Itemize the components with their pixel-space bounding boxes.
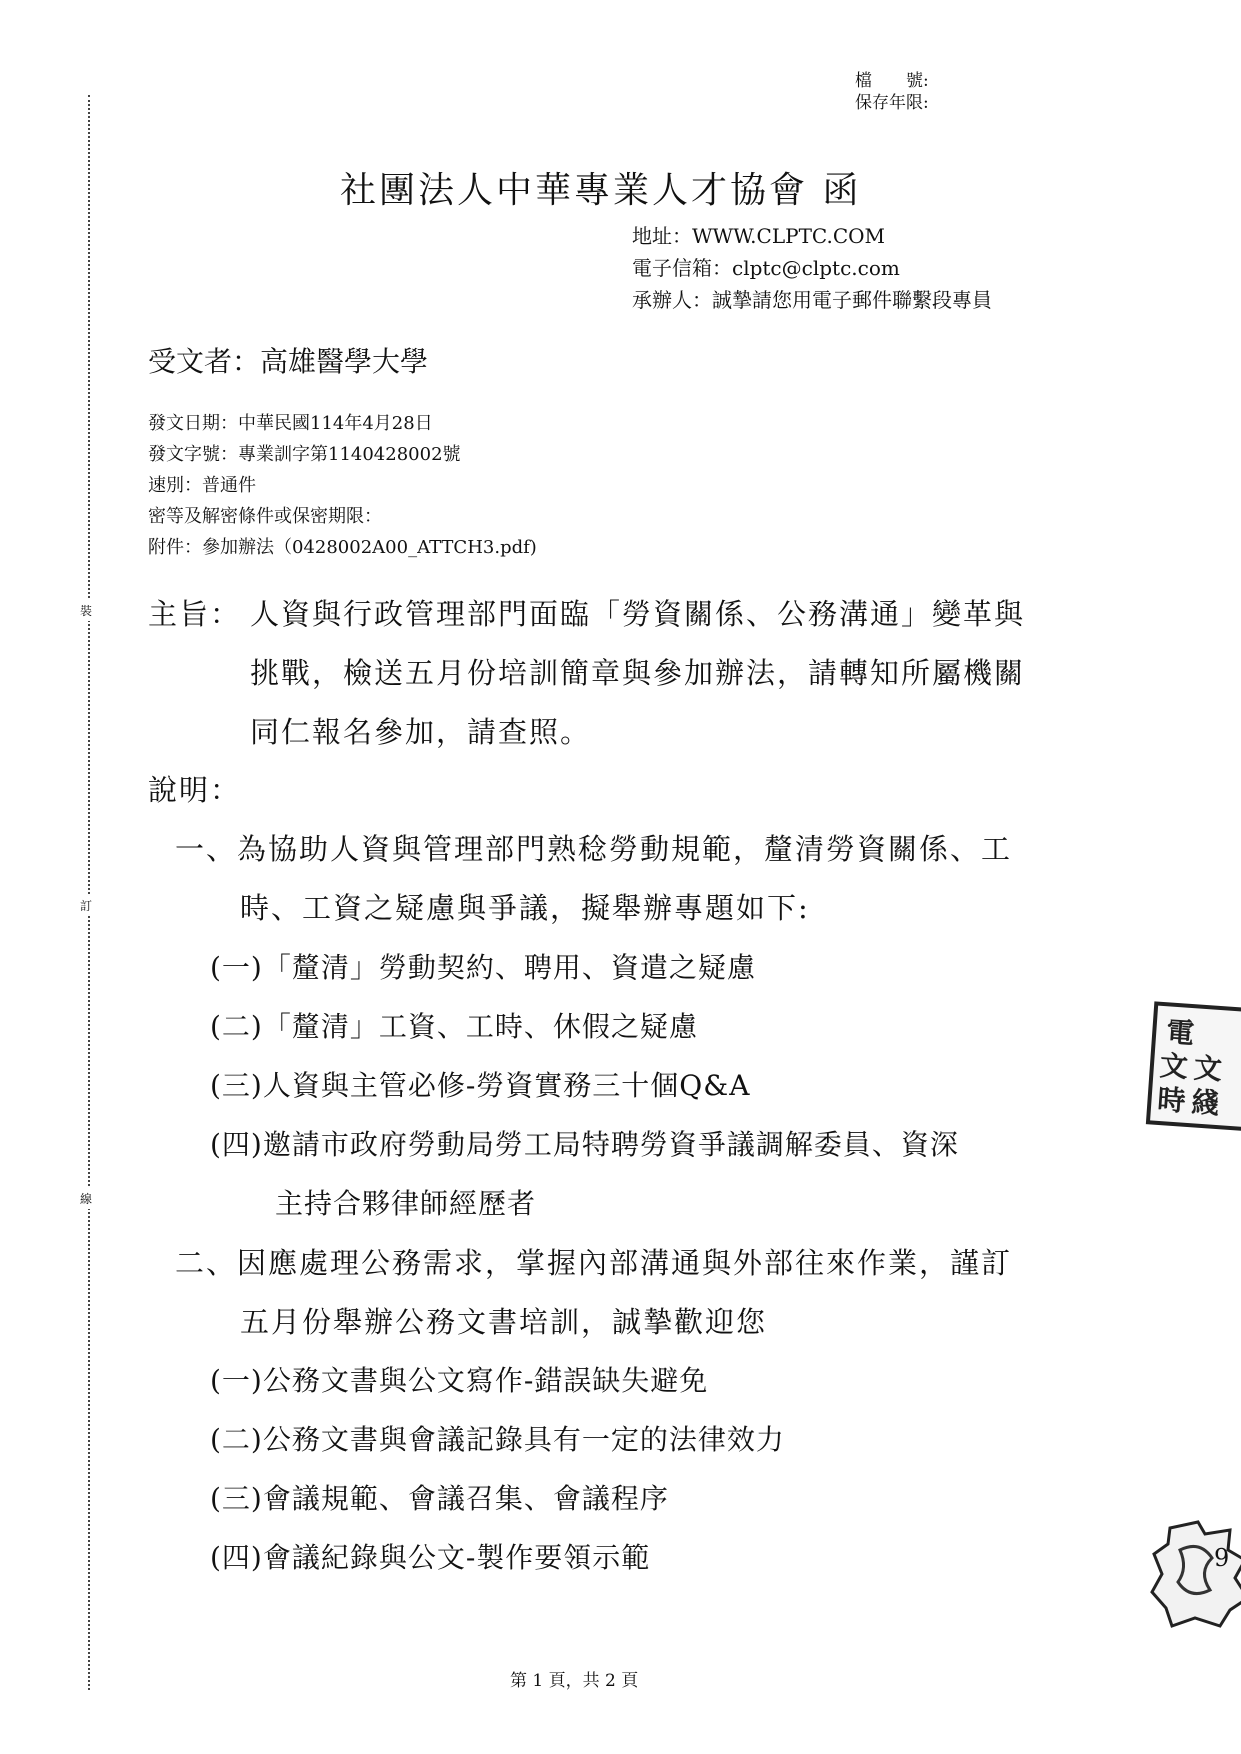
stamp-char-4: 時 (1156, 1082, 1187, 1118)
section2-line-1: 二、因應處理公務需求，掌握內部溝通與外部往來作業，謹訂 (175, 1246, 1013, 1280)
retention-period-label: 保存年限: (855, 93, 929, 113)
secrecy-class: 密等及解密條件或保密期限： (148, 506, 382, 527)
page-footer: 第 1 頁，共 2 頁 (510, 1671, 639, 1691)
section1-line-1: 一、為協助人資與管理部門熟稔勞動規範，釐清勞資關係、工 (175, 832, 1013, 866)
stamp-char-1: 電 (1165, 1015, 1196, 1051)
subject-line-1: 人資與行政管理部門面臨「勞資關係、公務溝通」變革與 (250, 597, 1026, 631)
section1-item-2: (二)「釐清」工資、工時、休假之疑慮 (210, 1010, 698, 1043)
section1-item-4-continued: 主持合夥律師經歷者 (275, 1187, 537, 1220)
binding-dotted-line (88, 95, 92, 1690)
recipient: 受文者：高雄醫學大學 (148, 345, 429, 378)
speed-class: 速別：普通件 (148, 475, 256, 496)
subject-line-3: 同仁報名參加，請查照。 (250, 715, 592, 749)
section1-item-4: (四)邀請市政府勞動局勞工局特聘勞資爭議調解委員、資深 (210, 1128, 959, 1161)
section2-item-1: (一)公務文書與公文寫作-錯誤缺失避免 (210, 1364, 709, 1397)
document-title: 社團法人中華專業人才協會 函 (340, 170, 862, 211)
seal-shape-icon (1150, 1520, 1241, 1630)
subject-label: 主旨： (148, 597, 242, 631)
binding-mark-xian: 線 (80, 1188, 92, 1209)
stamp-char-3: 文 (1192, 1051, 1223, 1087)
binding-mark-ding: 訂 (80, 895, 92, 916)
section1-item-3: (三)人資與主管必修-勞資實務三十個Q&A (210, 1069, 751, 1102)
section2-item-3: (三)會議規範、會議召集、會議程序 (210, 1482, 669, 1515)
section1-line-2: 時、工資之疑慮與爭議，擬舉辦專題如下: (240, 891, 810, 925)
attachment: 附件：參加辦法（0428002A00_ATTCH3.pdf) (148, 537, 537, 558)
contact-handler: 承辦人：誠摯請您用電子郵件聯繫段專員 (632, 288, 992, 312)
binding-mark-zhuang: 裝 (80, 600, 92, 621)
section2-line-2: 五月份舉辦公務文書培訓，誠摯歡迎您 (240, 1305, 768, 1339)
section2-item-2: (二)公務文書與會議記錄具有一定的法律效力 (210, 1423, 785, 1456)
explanation-label: 說明： (148, 773, 242, 807)
page-seal (1150, 1520, 1241, 1634)
stamp-char-5: 綫 (1190, 1085, 1221, 1121)
contact-email: 電子信箱：clptc@clptc.com (632, 256, 900, 280)
subject-line-2: 挑戰，檢送五月份培訓簡章與參加辦法，請轉知所屬機關 (250, 656, 1026, 690)
issue-number: 發文字號：專業訓字第1140428002號 (148, 444, 461, 465)
seal-page-number: 9 (1214, 1544, 1230, 1572)
issue-date: 發文日期：中華民國114年4月28日 (148, 413, 433, 434)
stamp-char-2: 文 (1158, 1048, 1190, 1084)
section1-item-1: (一)「釐清」勞動契約、聘用、資遣之疑慮 (210, 951, 756, 984)
section2-item-4: (四)會議紀錄與公文-製作要領示範 (210, 1541, 651, 1574)
contact-address: 地址：WWW.CLPTC.COM (632, 224, 886, 248)
file-number-label: 檔 號: (855, 71, 929, 91)
electronic-document-stamp (1146, 1001, 1241, 1131)
